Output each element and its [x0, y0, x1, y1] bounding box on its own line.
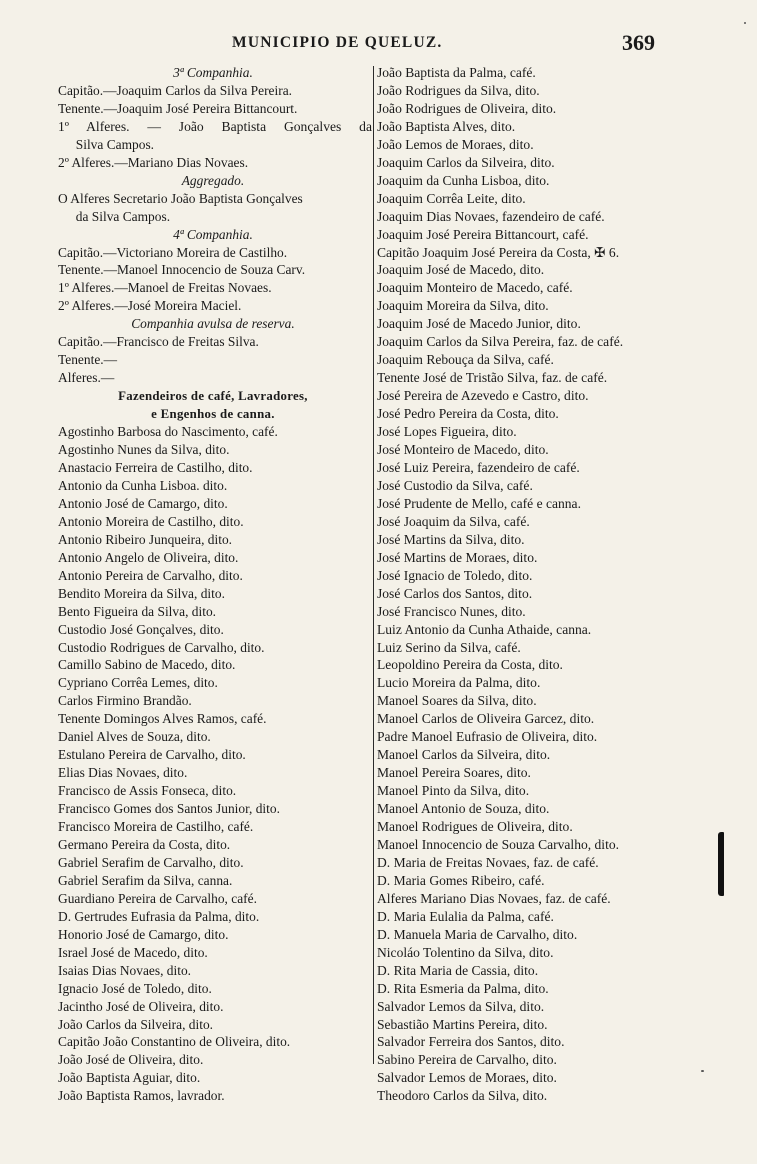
- farmer-entry: Alferes Mariano Dias Novaes, faz. de café.: [377, 890, 611, 906]
- farmer-entry: José Luiz Pereira, fazendeiro de café.: [377, 459, 580, 475]
- farmer-entry: José Pereira de Azevedo e Castro, dito.: [377, 388, 589, 404]
- farmer-entry: José Martins da Silva, dito.: [377, 531, 525, 547]
- farmer-entry: Francisco de Assis Fonseca, dito.: [58, 783, 237, 799]
- right-list: [377, 64, 699, 1105]
- farmer-entry: Salvador Ferreira dos Santos, dito.: [377, 1034, 565, 1050]
- farmer-entry: João Baptista da Palma, café.: [377, 65, 536, 80]
- page-number: 369: [622, 30, 655, 55]
- farmer-entry: José Ignacio de Toledo, dito.: [377, 567, 533, 583]
- company-4-line: Tenente.—Manoel Innocencio de Souza Carv.: [58, 262, 306, 278]
- farmer-entry: José Monteiro de Macedo, dito.: [377, 442, 549, 458]
- farmer-entry: João Rodrigues de Oliveira, dito.: [377, 100, 557, 116]
- farmer-entry: D. Rita Esmeria da Palma, dito.: [377, 980, 549, 996]
- company-4-title: 4ª Companhia.: [173, 226, 253, 242]
- farmer-entry: Lucio Moreira da Palma, dito.: [377, 675, 541, 691]
- farmer-entry: Salvador Lemos de Moraes, dito.: [377, 1070, 557, 1086]
- farmer-entry: Nicoláo Tolentino da Silva, dito.: [377, 944, 554, 960]
- aggregado-line: da Silva Campos.: [75, 208, 171, 224]
- company-3-line: Tenente.—Joaquim José Pereira Bittancourt.: [58, 100, 298, 116]
- company-3-title: 3ª Companhia.: [173, 65, 253, 80]
- farmer-entry: Germano Pereira da Costa, dito.: [58, 836, 231, 852]
- farmer-entry: Guardiano Pereira de Carvalho, café.: [58, 890, 257, 906]
- farmer-entry: Joaquim Rebouça da Silva, café.: [377, 352, 554, 368]
- farmer-entry: Carlos Firmino Brandão.: [58, 693, 192, 709]
- left-column: [58, 64, 372, 1105]
- farmer-entry: José Carlos dos Santos, dito.: [377, 585, 533, 601]
- aggregado-line: O Alferes Secretario João Baptista Gonçalves: [58, 190, 303, 206]
- farmer-entry: João Rodrigues da Silva, dito.: [377, 82, 540, 98]
- farmer-entry: Estulano Pereira de Carvalho, dito.: [58, 747, 246, 763]
- reserve-company-title: Companhia avulsa de reserva.: [131, 316, 295, 332]
- company-4-line: 1º Alferes.—Manoel de Freitas Novaes.: [58, 280, 272, 296]
- farmer-entry: Honorio José de Camargo, dito.: [58, 926, 229, 942]
- farmer-entry: Joaquim Monteiro de Macedo, café.: [377, 280, 573, 296]
- farmer-entry: João José de Oliveira, dito.: [58, 1052, 204, 1068]
- farmer-entry: Custodio José Gonçalves, dito.: [58, 621, 224, 637]
- farmer-entry: João Baptista Ramos, lavrador.: [58, 1088, 225, 1104]
- farmer-entry: Sebastião Martins Pereira, dito.: [377, 1016, 548, 1032]
- farmer-entry: D. Rita Maria de Cassia, dito.: [377, 962, 539, 978]
- farmer-entry: Luiz Antonio da Cunha Athaide, canna.: [377, 621, 592, 637]
- farmers-list: [58, 423, 372, 1105]
- farmer-entry: Joaquim Moreira da Silva, dito.: [377, 298, 549, 314]
- farmer-entry: José Prudente de Mello, café e canna.: [377, 495, 581, 511]
- farmer-entry: Salvador Lemos da Silva, dito.: [377, 998, 545, 1014]
- farmer-entry: Joaquim Corrêa Leite, dito.: [377, 190, 526, 206]
- farmer-entry: Padre Manoel Eufrasio de Oliveira, dito.: [377, 729, 598, 745]
- section-heading: e Engenhos de canna.: [151, 406, 275, 422]
- farmer-entry: Manoel Rodrigues de Oliveira, dito.: [377, 819, 573, 835]
- farmer-entry: Gabriel Serafim de Carvalho, dito.: [58, 854, 244, 870]
- farmer-entry: Tenente Domingos Alves Ramos, café.: [58, 711, 267, 727]
- farmer-entry: José Custodio da Silva, café.: [377, 477, 533, 493]
- farmer-entry: Cypriano Corrêa Lemes, dito.: [58, 675, 218, 691]
- farmer-entry: Francisco Gomes dos Santos Junior, dito.: [58, 801, 280, 817]
- company-3-line: 1º Alferes. — João Baptista Gonçalves da: [58, 118, 372, 134]
- farmer-entry: D. Gertrudes Eufrasia da Palma, dito.: [58, 908, 260, 924]
- farmer-entry: Tenente José de Tristão Silva, faz. de café.: [377, 370, 608, 386]
- right-column: [374, 64, 699, 1105]
- farmer-entry: Agostinho Nunes da Silva, dito.: [58, 442, 230, 458]
- ink-blot: [718, 832, 724, 896]
- farmer-entry: Manoel Carlos da Silveira, dito.: [377, 747, 551, 763]
- company-4-line: Capitão.—Victoriano Moreira de Castilho.: [58, 244, 288, 260]
- reserve-line: Capitão.—Francisco de Freitas Silva.: [58, 334, 259, 350]
- farmer-entry: João Baptista Aguiar, dito.: [58, 1070, 201, 1086]
- farmer-entry: Manoel Antonio de Souza, dito.: [377, 801, 550, 817]
- farmer-entry: Elias Dias Novaes, dito.: [58, 765, 188, 781]
- section-heading: Fazendeiros de café, Lavradores,: [118, 388, 308, 404]
- farmer-entry: Capitão João Constantino de Oliveira, dito.: [58, 1034, 291, 1050]
- farmer-entry: Antonio Pereira de Carvalho, dito.: [58, 567, 243, 583]
- print-speck: [701, 1070, 704, 1072]
- farmer-entry: Isaias Dias Novaes, dito.: [58, 962, 192, 978]
- farmer-entry: Bento Figueira da Silva, dito.: [58, 603, 217, 619]
- farmer-entry: Agostinho Barbosa do Nascimento, café.: [58, 424, 278, 440]
- farmer-entry: Manoel Innocencio de Souza Carvalho, dito.: [377, 836, 620, 852]
- farmer-entry: Manoel Carlos de Oliveira Garcez, dito.: [377, 711, 595, 727]
- farmer-entry: Capitão Joaquim José Pereira da Costa, ✠ 6.: [377, 244, 620, 260]
- farmer-entry: Manoel Soares da Silva, dito.: [377, 693, 537, 709]
- farmer-entry: Ignacio José de Toledo, dito.: [58, 980, 212, 996]
- farmer-entry: Joaquim Carlos da Silva Pereira, faz. de café.: [377, 334, 624, 350]
- farmer-entry: José Francisco Nunes, dito.: [377, 603, 526, 619]
- farmer-entry: D. Maria Gomes Ribeiro, café.: [377, 872, 545, 888]
- farmer-entry: Sabino Pereira de Carvalho, dito.: [377, 1052, 557, 1068]
- farmer-entry: Gabriel Serafim da Silva, canna.: [58, 872, 233, 888]
- farmer-entry: Francisco Moreira de Castilho, café.: [58, 819, 254, 835]
- company-3-line: Capitão.—Joaquim Carlos da Silva Pereira.: [58, 82, 293, 98]
- farmer-entry: Antonio Ribeiro Junqueira, dito.: [58, 531, 233, 547]
- farmer-entry: José Martins de Moraes, dito.: [377, 549, 538, 565]
- page-header: [0, 30, 757, 58]
- farmer-entry: Antonio José de Camargo, dito.: [58, 495, 228, 511]
- farmer-entry: Manoel Pereira Soares, dito.: [377, 765, 531, 781]
- farmer-entry: Joaquim Carlos da Silveira, dito.: [377, 154, 555, 170]
- farmer-entry: Daniel Alves de Souza, dito.: [58, 729, 211, 745]
- farmer-entry: Theodoro Carlos da Silva, dito.: [377, 1088, 548, 1104]
- farmer-entry: Antonio Moreira de Castilho, dito.: [58, 513, 244, 529]
- reserve-line: Tenente.—: [58, 352, 118, 368]
- farmer-entry: Luiz Serino da Silva, café.: [377, 639, 521, 655]
- farmer-entry: D. Maria de Freitas Novaes, faz. de café.: [377, 854, 599, 870]
- print-speck: [744, 22, 746, 24]
- farmer-entry: José Joaquim da Silva, café.: [377, 513, 530, 529]
- farmer-entry: Joaquim José Pereira Bittancourt, café.: [377, 226, 589, 242]
- company-3-line: 2º Alferes.—Mariano Dias Novaes.: [58, 154, 249, 170]
- farmer-entry: Jacintho José de Oliveira, dito.: [58, 998, 224, 1014]
- farmer-entry: Bendito Moreira da Silva, dito.: [58, 585, 225, 601]
- farmer-entry: Joaquim Dias Novaes, fazendeiro de café.: [377, 208, 605, 224]
- farmer-entry: José Pedro Pereira da Costa, dito.: [377, 406, 559, 422]
- running-title: MUNICIPIO DE QUELUZ.: [232, 34, 443, 51]
- farmer-entry: D. Manuela Maria de Carvalho, dito.: [377, 926, 578, 942]
- farmer-entry: Joaquim José de Macedo, dito.: [377, 262, 545, 278]
- farmer-entry: Antonio Angelo de Oliveira, dito.: [58, 549, 239, 565]
- farmer-entry: D. Maria Eulalia da Palma, café.: [377, 908, 554, 924]
- farmer-entry: Joaquim da Cunha Lisboa, dito.: [377, 172, 550, 188]
- farmer-entry: Manoel Pinto da Silva, dito.: [377, 783, 530, 799]
- farmer-entry: Israel José de Macedo, dito.: [58, 944, 208, 960]
- farmer-entry: José Lopes Figueira, dito.: [377, 424, 517, 440]
- aggregado-title: Aggregado.: [181, 172, 245, 188]
- farmer-entry: Anastacio Ferreira de Castilho, dito.: [58, 459, 253, 475]
- farmer-entry: João Carlos da Silveira, dito.: [58, 1016, 214, 1032]
- farmer-entry: Antonio da Cunha Lisboa. dito.: [58, 477, 228, 493]
- farmer-entry: Custodio Rodrigues de Carvalho, dito.: [58, 639, 265, 655]
- farmer-entry: João Lemos de Moraes, dito.: [377, 136, 534, 152]
- reserve-line: Alferes.—: [58, 370, 115, 386]
- farmer-entry: Camillo Sabino de Macedo, dito.: [58, 657, 236, 673]
- farmer-entry: Joaquim José de Macedo Junior, dito.: [377, 316, 581, 332]
- farmer-entry: Leopoldino Pereira da Costa, dito.: [377, 657, 563, 673]
- farmer-entry: João Baptista Alves, dito.: [377, 118, 516, 134]
- company-4-line: 2º Alferes.—José Moreira Maciel.: [58, 298, 242, 314]
- company-3-line: Silva Campos.: [75, 136, 155, 152]
